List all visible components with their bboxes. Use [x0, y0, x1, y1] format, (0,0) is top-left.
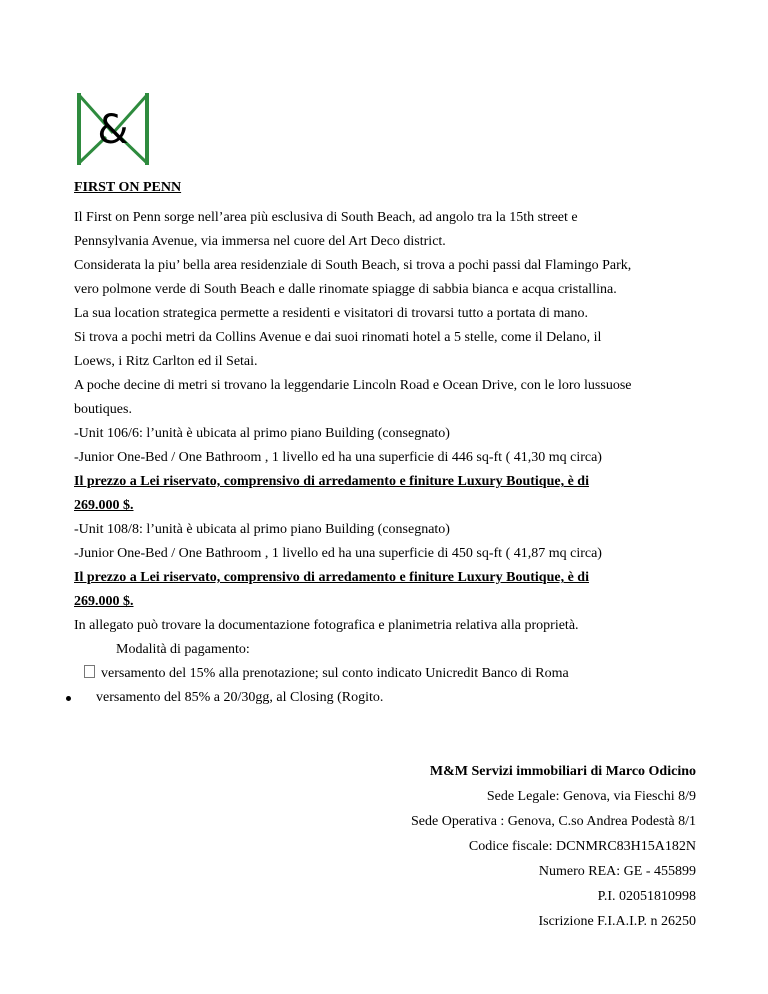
payment-item-text: versamento del 85% a 20/30gg, al Closing (Rogito. — [96, 690, 384, 705]
body-line: Loews, i Ritz Carlton ed il Setai. — [74, 354, 258, 369]
unit-location: -Unit 106/6: l’unità è ubicata al primo piano Building (consegnato) — [74, 426, 450, 441]
body-line: Pennsylvania Avenue, via immersa nel cuore del Art Deco district. — [74, 234, 446, 249]
payment-item — [74, 686, 714, 710]
company-footer — [411, 759, 696, 934]
unit-price-amount: 269.000 $. — [74, 498, 134, 513]
checkbox-glyph-icon — [84, 665, 95, 678]
body-line: La sua location strategica permette a residenti e visitatori di trovarsi tutto a portata di mano. — [74, 306, 588, 321]
unit-price: Il prezzo a Lei riservato, comprensivo di arredamento e finiture Luxury Boutique, è di — [74, 570, 589, 585]
footer-line: P.I. 02051810998 — [597, 889, 696, 904]
document-title: FIRST ON PENN — [74, 180, 182, 195]
footer-line: Sede Legale: Genova, via Fieschi 8/9 — [486, 789, 696, 804]
payment-item-text: versamento del 15% alla prenotazione; sul conto indicato Unicredit Banco di Roma — [101, 666, 569, 681]
footer-line: Sede Operativa : Genova, C.so Andrea Podestà 8/1 — [411, 814, 696, 829]
body-line: A poche decine di metri si trovano la leggendarie Lincoln Road e Ocean Drive, con le loro lussuose — [74, 378, 632, 393]
unit-details: -Junior One-Bed / One Bathroom , 1 livello ed ha una superficie di 450 sq-ft ( 41,87 mq circa) — [74, 546, 602, 561]
footer-line: Codice fiscale: DCNMRC83H15A182N — [468, 839, 696, 854]
body-line: Si trova a pochi metri da Collins Avenue e dai suoi rinomati hotel a 5 stelle, come il Delano, il — [74, 330, 602, 345]
unit-price: Il prezzo a Lei riservato, comprensivo di arredamento e finiture Luxury Boutique, è di — [74, 474, 589, 489]
payment-item — [74, 662, 714, 686]
payment-heading: Modalità di pagamento: — [116, 642, 250, 657]
unit-details: -Junior One-Bed / One Bathroom , 1 livello ed ha una superficie di 446 sq-ft ( 41,30 mq circa) — [74, 450, 602, 465]
bullet-icon — [66, 696, 71, 701]
unit-location: -Unit 108/8: l’unità è ubicata al primo piano Building (consegnato) — [74, 522, 450, 537]
company-name: M&M Servizi immobiliari di Marco Odicino — [429, 764, 696, 779]
footer-line: Numero REA: GE - 455899 — [538, 864, 696, 879]
body-line: Considerata la piu’ bella area residenziale di South Beach, si trova a pochi passi dal Flamingo Park, — [74, 258, 632, 273]
body-line: vero polmone verde di South Beach e dalle rinomate spiagge di sabbia bianca e acqua cristallina. — [74, 282, 617, 297]
unit-price-amount: 269.000 $. — [74, 594, 134, 609]
attachment-note: In allegato può trovare la documentazione fotografica e planimetria relativa alla proprietà. — [74, 618, 579, 633]
body-line: Il First on Penn sorge nell’area più esclusiva di South Beach, ad angolo tra la 15th street e — [74, 210, 578, 225]
footer-line: Iscrizione F.I.A.I.P. n 26250 — [538, 914, 696, 929]
logo-ampersand: & — [97, 107, 129, 153]
document-body — [74, 176, 714, 710]
ampersand-logo-icon — [76, 93, 150, 165]
body-line: boutiques. — [74, 402, 132, 417]
